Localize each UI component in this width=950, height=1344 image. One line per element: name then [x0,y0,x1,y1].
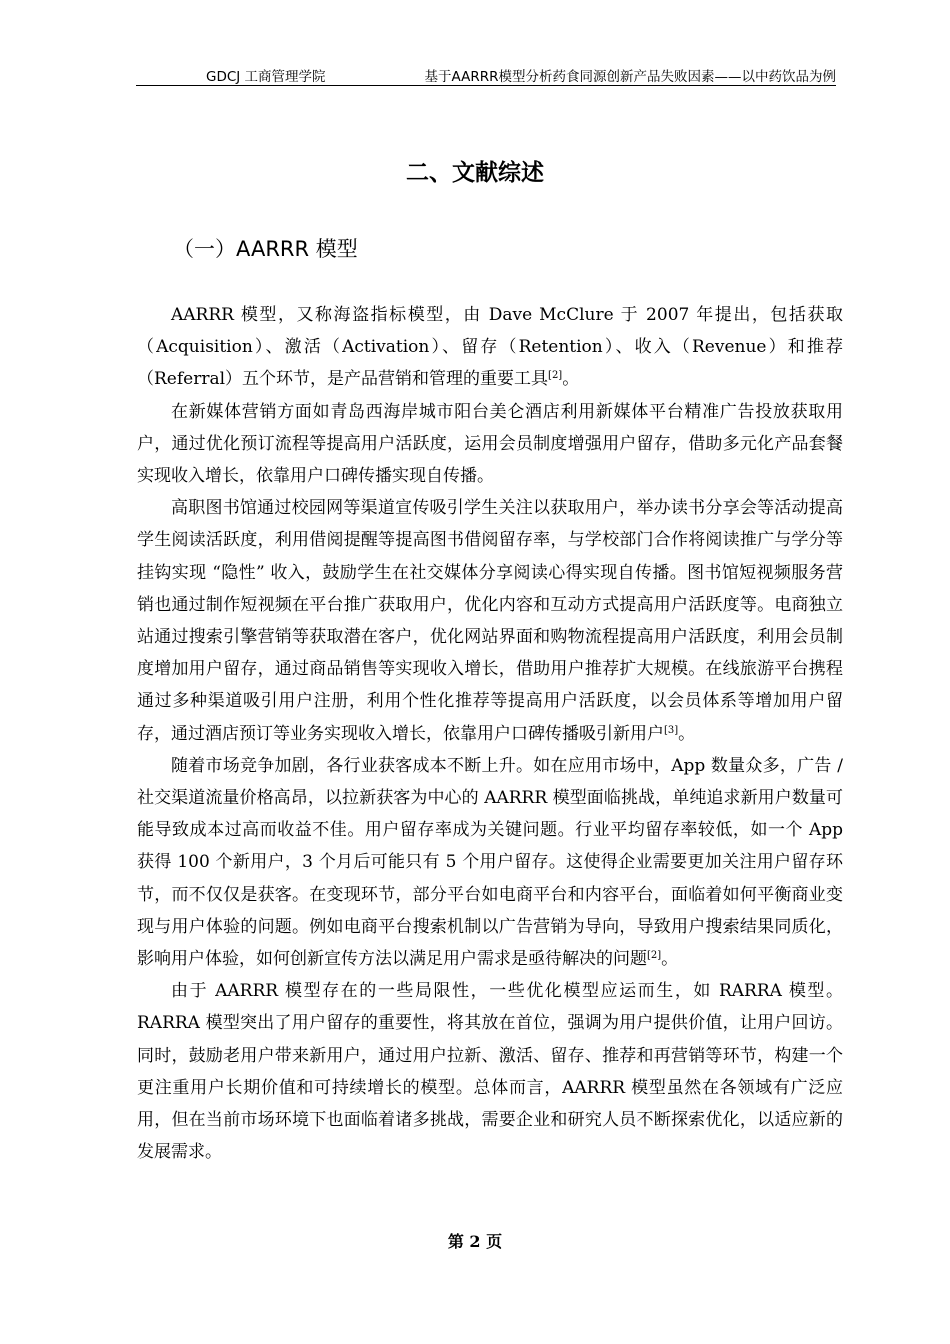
paragraph-5: 由于 AARRR 模型存在的一些局限性，一些优化模型应运而生，如 RARRA 模型。RARRA 模型突出了用户留存的重要性，将其放在首位，强调为用户提供价值，让用户回访。同时，鼓励老用户带来新用户，通过用户拉新、激活、留存、推荐和再营销等环节，构建一个更注重用户长期价值和可持续增长的模型。总体而言，AARRR 模型虽然在各领域有广泛应用，但在当前市场环境下也面临着诸多挑战，需要企业和研究人员不断探索优化，以适应新的发展需求。 [137,981,843,1163]
citation: [2] [647,950,662,962]
citation: [2] [548,370,563,382]
section-title: （一）AARRR 模型 [173,237,358,261]
body-text [137,299,843,1168]
header-right-text: 基于AARRR模型分析药食同源创新产品失败因素——以中药饮品为例 [424,69,836,85]
paragraph-3: 高职图书馆通过校园网等渠道宣传吸引学生关注以获取用户，举办读书分享会等活动提高学生阅读活跃度，利用借阅提醒等提高图书借阅留存率，与学校部门合作将阅读推广与学分等挂钩实现 “隐性” 收入，鼓励学生在社交媒体分享阅读心得实现自传播。图书馆短视频服务营销也通过制作短视频在平台推广获取用户，优化内容和互动方式提高用户活跃度等。电商独立站通过搜索引擎营销等获取潜在客户，优化网站界面和购物流程提高用户活跃度，利用会员制度增加用户留存，通过商品销售等实现收入增长，借助用户推荐扩大规模。在线旅游平台携程通过多种渠道吸引用户注册，利用个性化推荐等提高用户活跃度，以会员体系等增加用户留存，通过酒店预订等业务实现收入增长，依靠用户口碑传播吸引新用户[3]。 [137,498,843,744]
paragraph-1: AARRR 模型，又称海盗指标模型，由 Dave McClure 于 2007 年提出，包括获取（Acquisition）、激活（Activation）、留存（Retention）、收入（Revenue）和推荐（Referral）五个环节，是产品营销和管理的重要工具[2]。 [137,305,843,390]
header-left-text: GDCJ 工商管理学院 [206,69,326,85]
paragraph-2: 在新媒体营销方面如青岛西海岸城市阳台美仑酒店利用新媒体平台精准广告投放获取用户，通过优化预订流程等提高用户活跃度，运用会员制度增强用户留存，借助多元化产品套餐实现收入增长，依靠用户口碑传播实现自传播。 [137,401,843,487]
paragraph-4: 随着市场竞争加剧，各行业获客成本不断上升。如在应用市场中，App 数量众多，广告 / 社交渠道流量价格高昂，以拉新获客为中心的 AARRR 模型面临挑战，单纯追求新用户数量可能导致成本过高而收益不佳。用户留存率成为关键问题。行业平均留存率较低，如一个 App 获得 100 个新用户，3 个月后可能只有 5 个用户留存。这使得企业需要更加关注用户留存环节，而不仅仅是获客。在变现环节，部分平台如电商平台和内容平台，面临着如何平衡商业变现与用户体验的问题。例如电商平台搜索机制以广告营销为导向，导致用户搜索结果同质化，影响用户体验，如何创新宣传方法以满足用户需求是亟待解决的问题[2]。 [137,755,843,970]
citation: [3] [664,724,679,736]
page-number: 第 2 页 [447,1232,503,1251]
page-header [136,62,836,86]
chapter-title: 二、文献综述 [406,160,544,186]
